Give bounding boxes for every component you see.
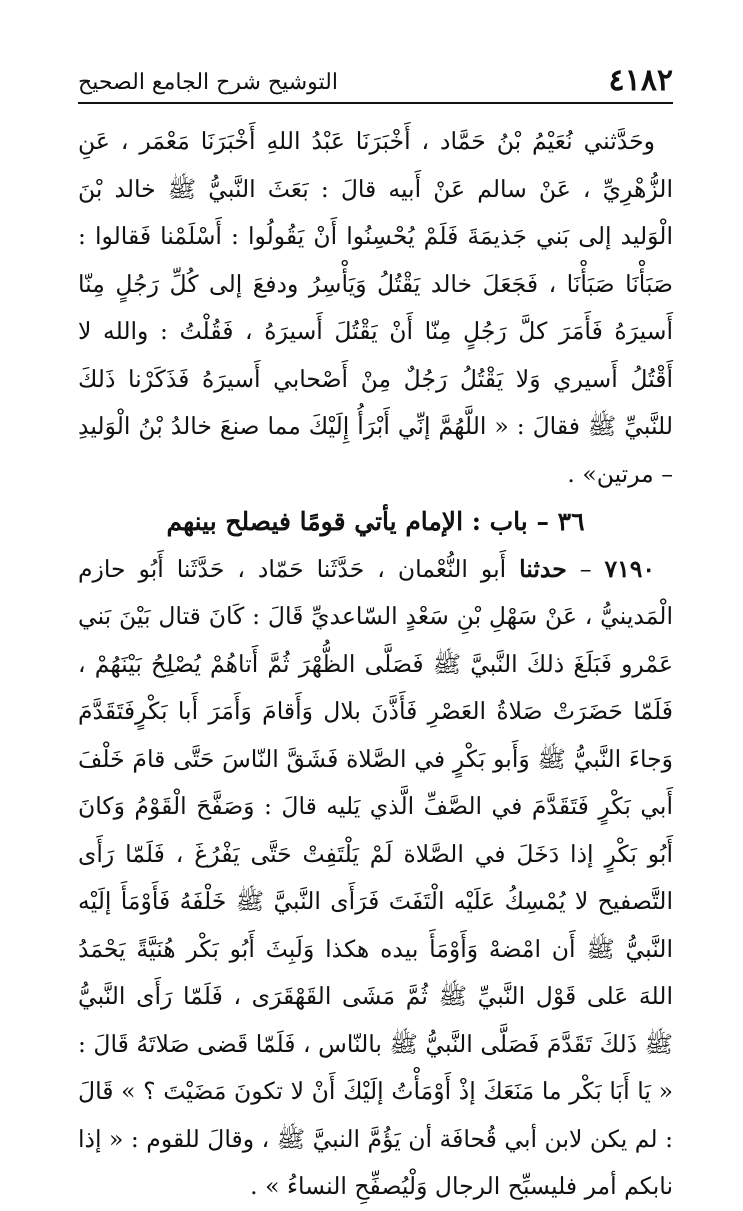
- running-title: التوشيح شرح الجامع الصحيح: [78, 70, 338, 95]
- hadith-paragraph-1: وحَدَّثني نُعَيْمُ بْنُ حَمَّاد ، أَخْبَرَنَا عَبْدُ اللهِ أَخْبَرَنَا مَعْمَر ، عَنِ الزُّهْرِيِّ ، عَنْ سالم عَنْ أَبيه قالَ : بَعَثَ النَّبيُّ ﷺ خالد بْنَ الْوَليد إلى بَني جَذيمَةَ فَلَمْ يُحْسِنُوا أَنْ يَقُولُوا : أَسْلَمْنا فَقالوا : صَبَأْنَا صَبَأْنَا ، فَجَعَلَ خالد يَقْتُلُ وَيَأْسِرُ ودفعَ إلى كُلِّ رَجُلٍ مِنّا أَسيرَهُ فَأَمَرَ كلَّ رَجُلٍ مِنّا أَنْ يَقْتُلَ أَسيرَهُ ، فَقُلْتُ : والله لا أَقْتُلُ أَسيري وَلا يَقْتُلُ رَجُلٌ مِنْ أَصْحابي أَسيرَهُ فَذَكَرْنا ذَلكَ للنَّبيِّ ﷺ فقالَ : « اللَّهُمَّ إنِّي أَبْرَأُ إِلَيْكَ مما صنعَ خالدُ بْنُ الْوَليدِ – مرتين» .: [78, 127, 673, 488]
- page-body: [78, 118, 673, 1211]
- hadith-lead: حدثنا: [519, 554, 567, 583]
- hadith-paragraph-2: ٧١٩٠ – حدثنا أَبو النُّعْمان ، حَدَّثَنا حَمّاد ، حَدَّثَنا أَبُو حازم الْمَدينيُّ ، عَنْ سَهْلِ بْنِ سَعْدٍ السّاعديِّ قَالَ : كَانَ قتال بَيْنَ بَني عَمْرو فَبَلَغَ ذلكَ النَّبيَّ ﷺ فَصَلَّى الظُّهْرَ ثُمَّ أَتاهُمْ يُصْلِحُ بَيْنَهُمْ ، فَلَمّا حَضَرَتْ صَلاةُ العَصْرِ فَأَذَّنَ بلال وَأَقامَ وَأَمَرَ أَبا بَكْرٍفَتَقَدَّمَ وَجاءَ النَّبيُّ ﷺ وَأَبو بَكْرٍ في الصَّلاة فَشَقَّ النّاسَ حَتَّى قامَ خَلْفَ أَبي بَكْرٍ فَتَقَدَّمَ في الصَّفِّ الَّذي يَليه قالَ : وَصَفَّحَ الْقَوْمُ وَكانَ أَبُو بَكْرٍ إذا دَخَلَ في الصَّلاة لَمْ يَلْتَفِتْ حَتَّى يَفْرُغَ ، فَلَمّا رَأَى التَّصفيح لا يُمْسِكُ عَلَيْه الْتَفَتَ فَرَأَى النَّبيَّ ﷺ خَلْفَهُ فَأَوْمَأَ إلَيْه النَّبيُّ ﷺ أَن امْضهْ وَأَوْمَأَ بيده هكذا وَلَبِثَ أَبُو بَكْر هُنَيَّةً يَحْمَدُ اللهَ عَلى قَوْل النَّبيِّ ﷺ ثُمَّ مَشَى القَهْقَرَى ، فَلَمّا رَأَى النَّبيُّ ﷺ ذَلكَ تَقَدَّمَ فَصَلَّى النَّبيُّ ﷺ بالنّاس ، فَلَمّا قَضى صَلاتَهُ قَالَ : « يَا أَبَا بَكْر ما مَنَعَكَ إذْ أَوْمَأْتُ إلَيْكَ أَنْ لا تكونَ مَضَيْتَ ؟ » قَالَ : لم يكن لابن أبي قُحافَة أن يَؤُمَّ النبيَّ ﷺ ، وقالَ للقوم : « إذا نابكم أمر فليسبِّح الرجال وَلْيُصفِّحِ النساءُ » .: [78, 554, 673, 1200]
- hadith-text: أَبو النُّعْمان ، حَدَّثَنا حَمّاد ، حَدَّثَنا أَبُو حازم الْمَدينيُّ ، عَنْ سَهْلِ بْنِ سَعْدٍ السّاعديِّ قَالَ : كَانَ قتال بَيْنَ بَني عَمْرو فَبَلَغَ ذلكَ النَّبيَّ ﷺ فَصَلَّى الظُّهْرَ ثُمَّ أَتاهُمْ يُصْلِحُ بَيْنَهُمْ ، فَلَمّا حَضَرَتْ صَلاةُ العَصْرِ فَأَذَّنَ بلال وَأَقامَ وَأَمَرَ أَبا بَكْرٍفَتَقَدَّمَ وَجاءَ النَّبيُّ ﷺ وَأَبو بَكْرٍ في الصَّلاة فَشَقَّ النّاسَ حَتَّى قامَ خَلْفَ أَبي بَكْرٍ فَتَقَدَّمَ في الصَّفِّ الَّذي يَليه قالَ : وَصَفَّحَ الْقَوْمُ وَكانَ أَبُو بَكْرٍ إذا دَخَلَ في الصَّلاة لَمْ يَلْتَفِتْ حَتَّى يَفْرُغَ ، فَلَمّا رَأَى التَّصفيح لا يُمْسِكُ عَلَيْه الْتَفَتَ فَرَأَى النَّبيَّ ﷺ خَلْفَهُ فَأَوْمَأَ إلَيْه النَّبيُّ ﷺ أَن امْضهْ وَأَوْمَأَ بيده هكذا وَلَبِثَ أَبُو بَكْر هُنَيَّةً يَحْمَدُ اللهَ عَلى قَوْل النَّبيِّ ﷺ ثُمَّ مَشَى القَهْقَرَى ، فَلَمّا رَأَى النَّبيُّ ﷺ ذَلكَ تَقَدَّمَ فَصَلَّى النَّبيُّ ﷺ بالنّاس ، فَلَمّا قَضى صَلاتَهُ قَالَ : « يَا أَبَا بَكْر ما مَنَعَكَ إذْ أَوْمَأْتُ إلَيْكَ أَنْ لا تكونَ مَضَيْتَ ؟ » قَالَ : لم يكن لابن أبي قُحافَة أن يَؤُمَّ النبيَّ ﷺ ، وقالَ للقوم : « إذا نابكم أمر فليسبِّح الرجال وَلْيُصفِّحِ النساءُ » .: [78, 554, 673, 1200]
- hadith-number: ٧١٩٠: [604, 554, 655, 583]
- section-heading: ٣٦ – باب : الإمام يأتي قومًا فيصلح بينهم: [166, 507, 585, 536]
- page-number: ٤١٨٢: [608, 63, 673, 98]
- page-header: [78, 52, 673, 104]
